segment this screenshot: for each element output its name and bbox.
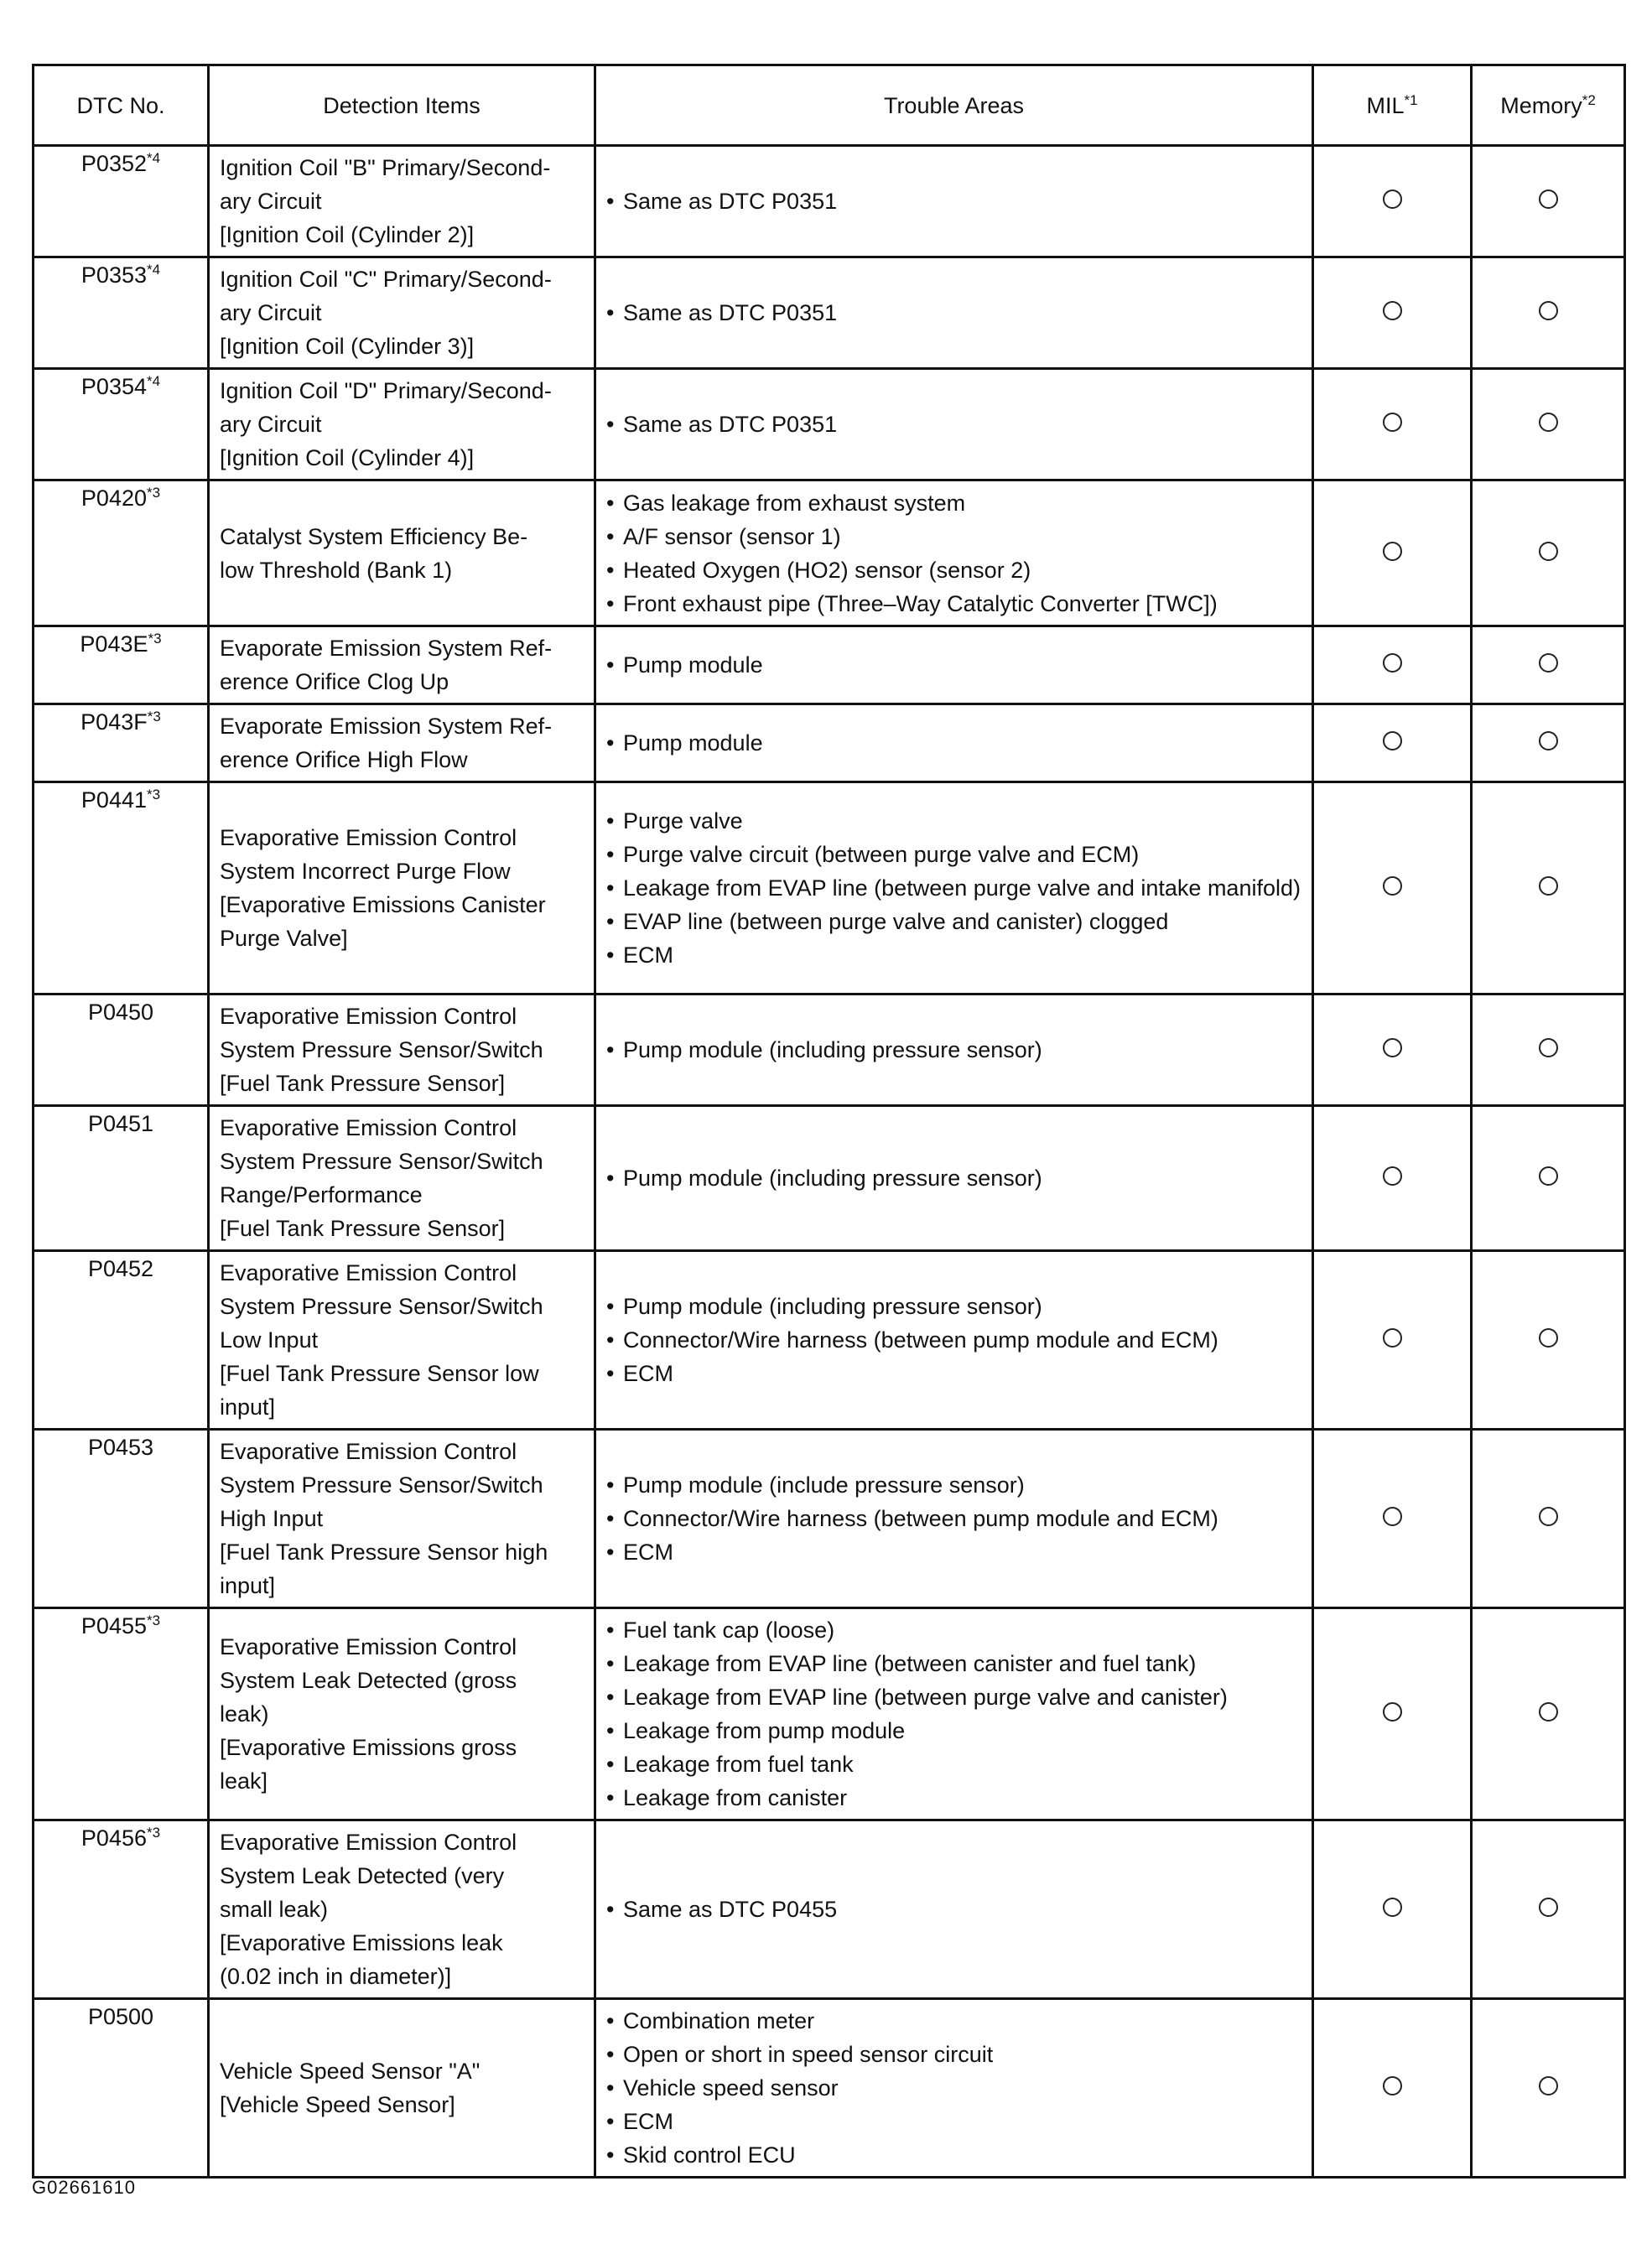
memory-cell — [1472, 1608, 1625, 1820]
trouble-area-item: • Purge valve — [606, 804, 1301, 838]
trouble-area-item: • ECM — [606, 938, 1301, 972]
dtc-footnote-mark: *3 — [147, 485, 161, 501]
trouble-areas-cell — [595, 1430, 1313, 1608]
dtc-code: P0450 — [87, 1000, 154, 1025]
memory-cell — [1472, 480, 1625, 626]
detection-items-cell — [209, 480, 595, 626]
dtc-footnote-mark: *3 — [147, 709, 161, 724]
detection-items-cell — [209, 782, 595, 994]
memory-circle-icon — [1539, 653, 1558, 673]
table-row — [34, 782, 1625, 994]
memory-circle-icon — [1539, 1328, 1558, 1348]
memory-cell — [1472, 704, 1625, 782]
header-dtc-no: DTC No. — [34, 65, 209, 146]
dtc-code-cell — [34, 1820, 209, 1999]
dtc-code: P0455 — [81, 1613, 147, 1638]
mil-cell — [1313, 1251, 1472, 1430]
detection-item-line: [Fuel Tank Pressure Sensor low — [220, 1361, 539, 1386]
dtc-code: P0352 — [81, 151, 147, 176]
detection-item-line: High Input — [220, 1506, 324, 1531]
dtc-code-cell — [34, 369, 209, 480]
dtc-code: P0456 — [81, 1825, 147, 1851]
detection-item-line: System Leak Detected (very — [220, 1863, 505, 1888]
mil-circle-icon — [1383, 1702, 1402, 1722]
detection-item-line: System Pressure Sensor/Switch — [220, 1472, 543, 1498]
detection-items-cell — [209, 994, 595, 1106]
detection-items-cell — [209, 146, 595, 257]
detection-items-cell — [209, 1106, 595, 1251]
detection-item-line: erence Orifice High Flow — [220, 747, 468, 772]
detection-item-line: [Evaporative Emissions Canister — [220, 892, 546, 917]
trouble-area-item: • Purge valve circuit (between purge valve and ECM) — [606, 838, 1301, 871]
detection-items-cell — [209, 1999, 595, 2178]
memory-cell — [1472, 994, 1625, 1106]
trouble-area-item: • Open or short in speed sensor circuit — [606, 2038, 1301, 2071]
trouble-area-item: • Pump module — [606, 648, 1301, 682]
detection-item-line: ary Circuit — [220, 189, 322, 214]
detection-item-line: Evaporative Emission Control — [220, 1115, 517, 1140]
dtc-code: P0420 — [81, 486, 147, 511]
detection-items-cell — [209, 1608, 595, 1820]
dtc-code-cell — [34, 626, 209, 704]
detection-item-line: low Threshold (Bank 1) — [220, 557, 453, 583]
detection-items-cell — [209, 1251, 595, 1430]
table-row — [34, 1999, 1625, 2178]
header-memory: Memory$^{*2}$ — [1472, 65, 1625, 146]
header-row — [34, 65, 1625, 146]
detection-item-line: [Fuel Tank Pressure Sensor high — [220, 1540, 548, 1565]
detection-item-line: Evaporate Emission System Ref- — [220, 636, 553, 661]
trouble-area-item: • Front exhaust pipe (Three–Way Catalytic Converter [TWC]) — [606, 587, 1301, 621]
mil-circle-icon — [1383, 1507, 1402, 1526]
table-row — [34, 626, 1625, 704]
mil-cell — [1313, 1999, 1472, 2178]
trouble-area-item: • Same as DTC P0351 — [606, 408, 1301, 441]
dtc-footnote-mark: *3 — [147, 1825, 161, 1841]
trouble-areas-cell — [595, 626, 1313, 704]
trouble-area-item: • Leakage from EVAP line (between canister and fuel tank) — [606, 1647, 1301, 1680]
detection-item-line: Purge Valve] — [220, 926, 348, 951]
trouble-area-item: • Leakage from EVAP line (between purge valve and canister) — [606, 1680, 1301, 1714]
detection-item-line: [Evaporative Emissions gross — [220, 1735, 517, 1760]
mil-cell — [1313, 1106, 1472, 1251]
dtc-code-cell — [34, 1106, 209, 1251]
memory-circle-icon — [1539, 542, 1558, 561]
trouble-area-item: • Vehicle speed sensor — [606, 2071, 1301, 2105]
detection-item-line: leak] — [220, 1768, 268, 1794]
dtc-code: P0451 — [87, 1111, 154, 1136]
memory-circle-icon — [1539, 190, 1558, 209]
trouble-area-item: • ECM — [606, 2105, 1301, 2138]
mil-cell — [1313, 257, 1472, 369]
table-row — [34, 994, 1625, 1106]
memory-cell — [1472, 626, 1625, 704]
dtc-code: P043F — [81, 709, 148, 735]
table-row — [34, 704, 1625, 782]
dtc-footnote-mark: *3 — [148, 631, 162, 647]
detection-item-line: input] — [220, 1573, 276, 1598]
detection-item-line: ary Circuit — [220, 412, 322, 437]
memory-circle-icon — [1539, 731, 1558, 750]
detection-item-line: System Pressure Sensor/Switch — [220, 1294, 543, 1319]
mil-cell — [1313, 704, 1472, 782]
dtc-code-cell — [34, 994, 209, 1106]
trouble-area-item: • Combination meter — [606, 2004, 1301, 2038]
trouble-areas-cell — [595, 369, 1313, 480]
memory-cell — [1472, 146, 1625, 257]
detection-items-cell — [209, 704, 595, 782]
table-row — [34, 257, 1625, 369]
memory-cell — [1472, 1999, 1625, 2178]
mil-cell — [1313, 1820, 1472, 1999]
detection-item-line: Evaporative Emission Control — [220, 1439, 517, 1464]
dtc-code-cell — [34, 146, 209, 257]
dtc-code-cell — [34, 1999, 209, 2178]
detection-item-line: [Evaporative Emissions leak — [220, 1930, 503, 1955]
detection-item-line: [Ignition Coil (Cylinder 4)] — [220, 445, 475, 470]
memory-cell — [1472, 1820, 1625, 1999]
detection-item-line: input] — [220, 1394, 276, 1420]
dtc-code-cell — [34, 704, 209, 782]
trouble-areas-cell — [595, 1251, 1313, 1430]
mil-cell — [1313, 994, 1472, 1106]
memory-circle-icon — [1539, 876, 1558, 896]
mil-cell — [1313, 369, 1472, 480]
memory-cell — [1472, 1430, 1625, 1608]
detection-items-cell — [209, 369, 595, 480]
dtc-code-cell — [34, 480, 209, 626]
trouble-areas-cell — [595, 146, 1313, 257]
trouble-area-item: • Leakage from EVAP line (between purge valve and intake manifold) — [606, 871, 1301, 905]
mil-circle-icon — [1383, 653, 1402, 673]
memory-circle-icon — [1539, 2076, 1558, 2095]
mil-circle-icon — [1383, 542, 1402, 561]
figure-id: G02661610 — [32, 2177, 136, 2198]
trouble-areas-cell — [595, 782, 1313, 994]
detection-items-cell — [209, 626, 595, 704]
detection-item-line: System Leak Detected (gross — [220, 1668, 517, 1693]
trouble-area-item: • Pump module (including pressure sensor) — [606, 1290, 1301, 1323]
trouble-area-item: • ECM — [606, 1535, 1301, 1569]
detection-items-cell — [209, 257, 595, 369]
trouble-areas-cell — [595, 1608, 1313, 1820]
mil-circle-icon — [1383, 1898, 1402, 1917]
detection-item-line: Ignition Coil "B" Primary/Second- — [220, 155, 551, 180]
dtc-footnote-mark: *4 — [147, 150, 161, 166]
trouble-area-item: • Connector/Wire harness (between pump module and ECM) — [606, 1502, 1301, 1535]
memory-cell — [1472, 782, 1625, 994]
dtc-table — [32, 64, 1626, 2179]
mil-circle-icon — [1383, 876, 1402, 896]
memory-cell — [1472, 1106, 1625, 1251]
mil-cell — [1313, 480, 1472, 626]
detection-item-line: Evaporative Emission Control — [220, 1830, 517, 1855]
mil-circle-icon — [1383, 2076, 1402, 2095]
dtc-code-cell — [34, 257, 209, 369]
mil-circle-icon — [1383, 731, 1402, 750]
trouble-area-item: • Pump module — [606, 726, 1301, 760]
memory-cell — [1472, 257, 1625, 369]
dtc-code-cell — [34, 1251, 209, 1430]
detection-item-line: Evaporate Emission System Ref- — [220, 714, 553, 739]
trouble-areas-cell — [595, 994, 1313, 1106]
detection-item-line: Ignition Coil "D" Primary/Second- — [220, 378, 552, 403]
table-row — [34, 1820, 1625, 1999]
dtc-code: P0353 — [81, 262, 147, 288]
trouble-area-item: • Same as DTC P0351 — [606, 296, 1301, 330]
mil-circle-icon — [1383, 413, 1402, 432]
mil-cell — [1313, 1430, 1472, 1608]
dtc-code: P043E — [80, 631, 148, 657]
memory-circle-icon — [1539, 301, 1558, 320]
dtc-code: P0500 — [87, 2004, 154, 2029]
trouble-area-item: • ECM — [606, 1357, 1301, 1390]
memory-circle-icon — [1539, 1166, 1558, 1186]
table-row — [34, 480, 1625, 626]
detection-item-line: [Fuel Tank Pressure Sensor] — [220, 1216, 506, 1241]
detection-item-line: Evaporative Emission Control — [220, 1260, 517, 1285]
table-row — [34, 146, 1625, 257]
header-detection-items: Detection Items — [209, 65, 595, 146]
trouble-area-item: • Heated Oxygen (HO2) sensor (sensor 2) — [606, 553, 1301, 587]
dtc-code: P0441 — [81, 787, 147, 813]
header-trouble-areas: Trouble Areas — [595, 65, 1313, 146]
memory-circle-icon — [1539, 1038, 1558, 1057]
trouble-area-item: • Pump module (including pressure sensor) — [606, 1161, 1301, 1195]
trouble-areas-cell — [595, 1820, 1313, 1999]
trouble-areas-cell — [595, 1999, 1313, 2178]
dtc-code-cell — [34, 1430, 209, 1608]
table-row — [34, 1430, 1625, 1608]
trouble-area-item: • Leakage from fuel tank — [606, 1747, 1301, 1781]
dtc-footnote-mark: *4 — [147, 262, 161, 278]
detection-item-line: (0.02 inch in diameter)] — [220, 1964, 452, 1989]
memory-cell — [1472, 369, 1625, 480]
detection-item-line: [Ignition Coil (Cylinder 2)] — [220, 222, 475, 247]
mil-circle-icon — [1383, 1328, 1402, 1348]
memory-circle-icon — [1539, 1702, 1558, 1722]
trouble-area-item: • Pump module (include pressure sensor) — [606, 1468, 1301, 1502]
table-row — [34, 1608, 1625, 1820]
detection-item-line: [Ignition Coil (Cylinder 3)] — [220, 334, 475, 359]
detection-item-line: leak) — [220, 1701, 269, 1727]
header-mil: MIL$^{*1}$ — [1313, 65, 1472, 146]
trouble-area-item: • Leakage from canister — [606, 1781, 1301, 1815]
detection-item-line: Vehicle Speed Sensor "A" — [220, 2059, 481, 2084]
mil-circle-icon — [1383, 301, 1402, 320]
trouble-area-item: • Gas leakage from exhaust system — [606, 486, 1301, 520]
detection-item-line: System Pressure Sensor/Switch — [220, 1037, 543, 1062]
detection-item-line: erence Orifice Clog Up — [220, 669, 449, 694]
trouble-areas-cell — [595, 257, 1313, 369]
trouble-area-item: • Leakage from pump module — [606, 1714, 1301, 1747]
mil-cell — [1313, 626, 1472, 704]
table-row — [34, 369, 1625, 480]
mil-circle-icon — [1383, 1038, 1402, 1057]
trouble-areas-cell — [595, 704, 1313, 782]
trouble-area-item: • EVAP line (between purge valve and canister) clogged — [606, 905, 1301, 938]
dtc-footnote-mark: *3 — [147, 1612, 161, 1628]
detection-item-line: Range/Performance — [220, 1182, 423, 1207]
memory-circle-icon — [1539, 1507, 1558, 1526]
detection-item-line: Evaporative Emission Control — [220, 825, 517, 850]
dtc-code-cell — [34, 1608, 209, 1820]
mil-cell — [1313, 146, 1472, 257]
mil-circle-icon — [1383, 190, 1402, 209]
detection-item-line: Evaporative Emission Control — [220, 1004, 517, 1029]
detection-items-cell — [209, 1430, 595, 1608]
trouble-area-item: • Same as DTC P0351 — [606, 184, 1301, 218]
detection-item-line: System Incorrect Purge Flow — [220, 859, 511, 884]
table-row — [34, 1106, 1625, 1251]
trouble-areas-cell — [595, 480, 1313, 626]
trouble-area-item: • A/F sensor (sensor 1) — [606, 520, 1301, 553]
detection-item-line: Catalyst System Efficiency Be- — [220, 523, 528, 549]
trouble-area-item: • Pump module (including pressure sensor) — [606, 1033, 1301, 1067]
dtc-code: P0452 — [87, 1256, 154, 1281]
detection-items-cell — [209, 1820, 595, 1999]
detection-item-line: Evaporative Emission Control — [220, 1634, 517, 1659]
trouble-area-item: • Same as DTC P0455 — [606, 1893, 1301, 1926]
detection-item-line: [Fuel Tank Pressure Sensor] — [220, 1071, 506, 1096]
memory-circle-icon — [1539, 1898, 1558, 1917]
mil-circle-icon — [1383, 1166, 1402, 1186]
dtc-code-cell — [34, 782, 209, 994]
detection-item-line: System Pressure Sensor/Switch — [220, 1149, 543, 1174]
dtc-footnote-mark: *4 — [147, 373, 161, 389]
trouble-area-item: • Skid control ECU — [606, 2138, 1301, 2172]
mil-cell — [1313, 1608, 1472, 1820]
memory-circle-icon — [1539, 413, 1558, 432]
detection-item-line: Low Input — [220, 1327, 319, 1353]
detection-item-line: [Vehicle Speed Sensor] — [220, 2092, 455, 2117]
trouble-areas-cell — [595, 1106, 1313, 1251]
table-row — [34, 1251, 1625, 1430]
dtc-footnote-mark: *3 — [147, 787, 161, 802]
trouble-area-item: • Connector/Wire harness (between pump module and ECM) — [606, 1323, 1301, 1357]
dtc-code: P0453 — [87, 1435, 154, 1460]
detection-item-line: small leak) — [220, 1897, 329, 1922]
mil-cell — [1313, 782, 1472, 994]
detection-item-line: Ignition Coil "C" Primary/Second- — [220, 267, 552, 292]
dtc-code: P0354 — [81, 374, 147, 399]
detection-item-line: ary Circuit — [220, 300, 322, 325]
trouble-area-item: • Fuel tank cap (loose) — [606, 1613, 1301, 1647]
memory-cell — [1472, 1251, 1625, 1430]
